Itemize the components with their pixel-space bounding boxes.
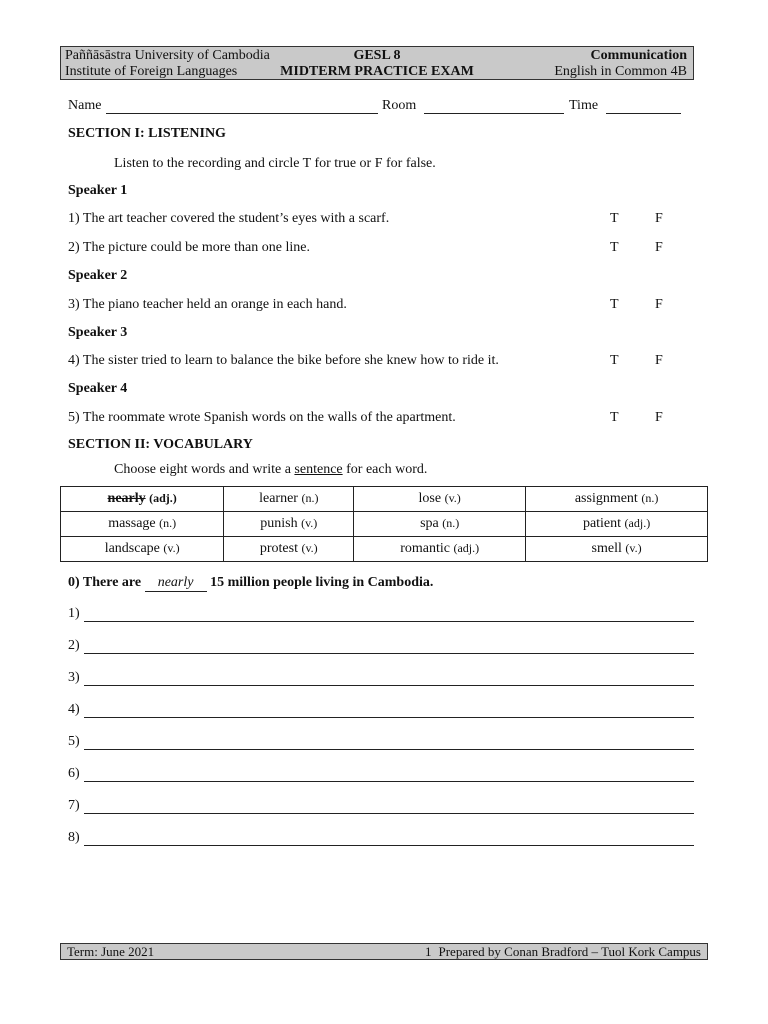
example-suffix: 15 million people living in Cambodia. — [206, 575, 434, 590]
answer-line[interactable] — [68, 702, 694, 720]
word-cell — [61, 537, 224, 562]
answer-line[interactable] — [68, 638, 694, 656]
q2-false-option[interactable]: F — [655, 240, 663, 255]
q4-false-option[interactable]: F — [655, 353, 663, 368]
part-of-speech: (v.) — [301, 516, 318, 530]
answer-number: 6) — [68, 766, 80, 781]
word: assignment — [574, 491, 638, 506]
example-answer: nearly — [145, 575, 207, 592]
part-of-speech: (n.) — [442, 516, 460, 530]
word-cell — [354, 537, 526, 562]
word-cell — [224, 537, 354, 562]
word: learner — [259, 491, 298, 506]
room-label: Room — [382, 98, 417, 113]
question-3: 3) The piano teacher held an orange in each hand. — [68, 297, 347, 312]
part-of-speech: (v.) — [301, 541, 318, 555]
q3-true-option[interactable]: T — [610, 297, 619, 312]
word-nearly-crossed: nearly — [107, 491, 146, 506]
part-of-speech: (n.) — [159, 516, 177, 530]
instruction-prefix: Choose eight words and write a — [114, 462, 295, 477]
example-sentence — [68, 575, 433, 592]
word: patient — [582, 516, 622, 531]
table-row — [61, 512, 708, 537]
part-of-speech: (adj.) — [149, 491, 177, 505]
word: smell — [591, 541, 622, 556]
word: massage — [108, 516, 156, 531]
question-2: 2) The picture could be more than one line. — [68, 240, 310, 255]
answer-rule — [84, 749, 694, 750]
answer-rule — [84, 685, 694, 686]
answer-number: 3) — [68, 670, 80, 685]
word-cell — [354, 512, 526, 537]
part-of-speech: (v.) — [625, 541, 642, 555]
course-code: GESL 8 — [353, 48, 401, 63]
term-label: Term: June 2021 — [67, 944, 155, 959]
name-blank[interactable] — [106, 113, 378, 114]
q5-true-option[interactable]: T — [610, 410, 619, 425]
section-1-title: SECTION I: LISTENING — [68, 126, 226, 141]
q1-true-option[interactable]: T — [610, 211, 619, 226]
textbook-name: English in Common 4B — [554, 64, 687, 79]
answer-line[interactable] — [68, 830, 694, 848]
answer-number: 2) — [68, 638, 80, 653]
university-name: Paññāsāstra University of Cambodia — [65, 48, 270, 63]
q4-true-option[interactable]: T — [610, 353, 619, 368]
answer-rule — [84, 845, 694, 846]
answer-number: 5) — [68, 734, 80, 749]
question-4: 4) The sister tried to learn to balance the bike before she knew how to ride it. — [68, 353, 499, 368]
q3-false-option[interactable]: F — [655, 297, 663, 312]
word-cell — [224, 487, 354, 512]
word-cell — [224, 512, 354, 537]
section-2-instruction — [114, 462, 427, 478]
word: punish — [260, 516, 298, 531]
speaker-2-label: Speaker 2 — [68, 268, 128, 283]
exam-header — [60, 46, 694, 80]
institute-name: Institute of Foreign Languages — [65, 64, 238, 79]
part-of-speech: (adj.) — [624, 516, 651, 530]
answer-line[interactable] — [68, 798, 694, 816]
q2-true-option[interactable]: T — [610, 240, 619, 255]
question-5: 5) The roommate wrote Spanish words on the walls of the apartment. — [68, 410, 456, 425]
answer-line[interactable] — [68, 606, 694, 624]
word-cell — [354, 487, 526, 512]
part-of-speech: (n.) — [641, 491, 659, 505]
word: protest — [259, 541, 298, 556]
part-of-speech: (v.) — [444, 491, 461, 505]
answer-number: 8) — [68, 830, 80, 845]
page-number: 1 — [425, 944, 432, 959]
room-blank[interactable] — [424, 113, 564, 114]
instruction-suffix: for each word. — [342, 462, 428, 477]
answer-number: 1) — [68, 606, 80, 621]
time-label: Time — [569, 98, 599, 113]
answer-rule — [84, 813, 694, 814]
word: spa — [420, 516, 439, 531]
author-credit: Prepared by Conan Bradford – Tuol Kork Campus — [438, 944, 701, 959]
page-footer — [60, 943, 708, 960]
answer-line[interactable] — [68, 734, 694, 752]
table-row — [61, 487, 708, 512]
speaker-4-label: Speaker 4 — [68, 381, 128, 396]
word-cell — [61, 512, 224, 537]
answer-rule — [84, 717, 694, 718]
section-2-title: SECTION II: VOCABULARY — [68, 437, 253, 452]
answer-rule — [84, 621, 694, 622]
table-row — [61, 537, 708, 562]
answer-number: 4) — [68, 702, 80, 717]
answer-number: 7) — [68, 798, 80, 813]
speaker-3-label: Speaker 3 — [68, 325, 128, 340]
speaker-1-label: Speaker 1 — [68, 183, 128, 198]
answer-line[interactable] — [68, 670, 694, 688]
part-of-speech: (n.) — [301, 491, 319, 505]
vocabulary-table — [60, 486, 708, 562]
instruction-sentence-word: sentence — [294, 462, 343, 477]
word: romantic — [400, 541, 450, 556]
word-cell — [526, 487, 708, 512]
word: lose — [418, 491, 442, 506]
word-cell — [61, 487, 224, 512]
answer-rule — [84, 781, 694, 782]
part-of-speech: (adj.) — [453, 541, 480, 555]
part-of-speech: (v.) — [163, 541, 180, 555]
time-blank[interactable] — [606, 113, 681, 114]
question-1: 1) The art teacher covered the student’s eyes with a scarf. — [68, 211, 390, 226]
answer-line[interactable] — [68, 766, 694, 784]
section-1-instruction: Listen to the recording and circle T for true or F for false. — [114, 156, 436, 171]
q1-false-option[interactable]: F — [655, 211, 663, 226]
q5-false-option[interactable]: F — [655, 410, 663, 425]
answer-rule — [84, 653, 694, 654]
subject-name: Communication — [590, 48, 687, 63]
word-cell — [526, 537, 708, 562]
name-label: Name — [68, 98, 102, 113]
example-prefix: 0) There are — [68, 575, 145, 590]
exam-title: MIDTERM PRACTICE EXAM — [280, 64, 474, 79]
word: landscape — [104, 541, 160, 556]
student-info-line — [68, 98, 694, 118]
word-cell — [526, 512, 708, 537]
